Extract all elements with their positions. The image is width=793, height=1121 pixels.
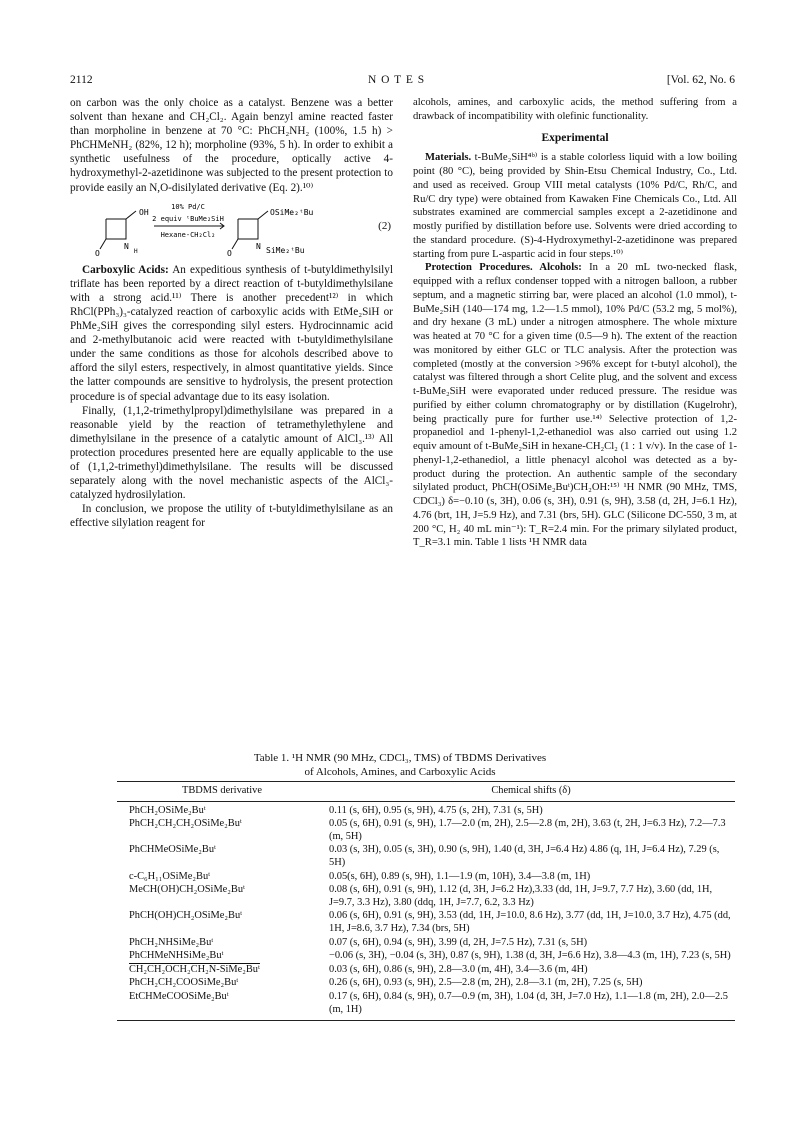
table-row (117, 991, 735, 1021)
left-column (70, 96, 393, 530)
table-header-row (117, 782, 735, 802)
running-header: N O T E S (368, 74, 426, 86)
shifts-cell: 0.17 (s, 6H), 0.84 (s, 9H), 0.7—0.9 (m, 3H), 1.04 (d, 3H, J=7.0 Hz), 1.1—1.8 (m, 2H), 2.0—2.5 (m, 1H) (327, 991, 735, 1021)
equation-2 (70, 199, 393, 257)
equation-number: (2) (378, 219, 391, 232)
table-caption (120, 752, 680, 779)
paragraph-body: An expeditious synthesis of t-butyldimethylsilyl triflate has been reported by a direct reaction of t-butyldimethylsilane with a strong acid.¹¹⁾ There is another precedent¹²⁾ in which RhCl(PPh₃)₃-catalyzed reaction of carboxylic acids with EtMe₂SiH or PhMe₂SiH gives the corresponding silyl esters. Hydrocinnamic acid and 2-methylbutanoic acid were reacted with t-butyldimethylsilane under the same conditions as those for alcohols described above to afford the silyl esters, respectively, in almost quantitative yields. Since the latter compounds are sensitive to hydrolysis, the present protection procedure is of special advantage due to its easy isolation. (70, 263, 393, 403)
azetidinone-scheme (70, 199, 393, 257)
derivative-cell: CH₂CH₂OCH₂CH₂N-SiMe₂Buᵗ (129, 963, 260, 975)
shifts-cell: 0.26 (s, 6H), 0.93 (s, 9H), 2.5—2.8 (m, 2H), 2.8—3.1 (m, 2H), 7.25 (s, 5H) (329, 977, 643, 989)
shifts-cell: 0.11 (s, 6H), 0.95 (s, 9H), 4.75 (s, 2H), 7.31 (s, 5H) (329, 804, 543, 816)
paragraph: alcohols, amines, and carboxylic acids, the method suffering from a drawback of incompatibility with olefinic functionality. (413, 97, 737, 122)
volume-info: [Vol. 62, No. 6 (666, 74, 735, 86)
reagent-mid: 2 equiv ᵗBuMe₂SiH (152, 214, 224, 223)
paragraph (70, 263, 393, 404)
run-in-heading: Materials. (425, 152, 472, 164)
shifts-cell: 0.08 (s, 6H), 0.91 (s, 9H), 1.12 (d, 3H, J=6.2 Hz),3.33 (dd, 1H, J=9.7, 7.7 Hz), 3.60 (dd, 1H, J=9.7, 3.3 Hz), 3.80 (ddq, 1H, J=7.7, 6.2, 3.3 Hz) (329, 884, 713, 908)
column-header-derivative: TBDMS derivative (117, 782, 327, 802)
paragraph-body: t-BuMe₂SiH⁴ᵇ⁾ is a stable colorless liquid with a low boiling point (80 °C), being provided by Shin-Etsu Chemical Industry, Co., Ltd. and used as received. Group VIII metal catalysts (10% Pd/C, Rh/C, and Ru/C dry type) were obtained from Kawaken Fine Chemicals Co., Ltd. All substrates examined are commercial samples except a 2-azetidinone and mostly purified by distillation before use. Solvents were dried according to the standard procedure. (S)-4-Hydroxymethyl-2-azetidinone was prepared starting from pure L-aspartic acid in four steps.¹⁰⁾ (413, 152, 737, 260)
table-row (117, 937, 735, 951)
paragraph (413, 261, 737, 550)
shifts-cell: 0.03 (s, 6H), 0.86 (s, 9H), 2.8—3.0 (m, 4H), 3.4—3.6 (m, 4H) (329, 963, 588, 975)
paragraph: In conclusion, we propose the utility of t-butyldimethylsilane as an effective silylation reagent for (70, 503, 393, 530)
table-row (117, 884, 735, 910)
shifts-cell: 0.05 (s, 6H), 0.91 (s, 9H), 1.7—2.0 (m, 2H), 2.5—2.8 (m, 2H), 3.63 (t, 2H, J=6.3 Hz), 7.2—7.3 (m, 5H) (329, 818, 726, 842)
left-o: O (95, 248, 100, 257)
derivative-cell: PhCH₂CH₂CH₂OSiMe₂Buᵗ (129, 818, 242, 830)
derivative-cell: PhCH₂OSiMe₂Buᵗ (129, 804, 206, 816)
column-header-shifts: Chemical shifts (δ) (327, 782, 735, 802)
derivative-cell: PhCHMeOSiMe₂Buᵗ (129, 844, 217, 856)
shifts-cell: 0.07 (s, 6H), 0.94 (s, 9H), 3.99 (d, 2H, J=7.5 Hz), 7.31 (s, 5H) (329, 936, 588, 948)
paragraph: Finally, (1,1,2-trimethylpropyl)dimethylsilane was prepared in a reasonable yield by the reaction of tetramethylethylene and dimethylsilane in the presence of a catalytic amount of AlCl₃.¹³⁾ All protection procedures presented here are equally applicable to the use of (1,1,2-trimethyl)dimethylsilane. The results will be discussed separately along with the novel mechanistic aspects of the AlCl₃-catalyzed hydrosilylation. (70, 404, 393, 502)
derivative-cell: PhCHMeNHSiMe₂Buᵗ (129, 950, 224, 962)
derivative-cell: PhCH₂NHSiMe₂Buᵗ (129, 936, 214, 948)
shifts-cell: 0.06 (s, 6H), 0.91 (s, 9H), 3.53 (dd, 1H, J=10.0, 8.6 Hz), 3.77 (dd, 1H, J=10.0, 3.7 Hz), 4.75 (dd, 1H, J=8.6, 3.7 Hz), 7.34 (brs, 5H) (329, 910, 731, 934)
nmr-table (117, 781, 735, 1021)
derivative-cell: PhCH₂CH₂COOSiMe₂Buᵗ (129, 977, 239, 989)
shifts-cell: 0.03 (s, 3H), 0.05 (s, 3H), 0.90 (s, 9H), 1.40 (d, 3H, J=6.4 Hz) 4.86 (q, 1H, J=6.4 Hz), 7.29 (s, 5H) (329, 844, 720, 868)
derivative-cell: PhCH(OH)CH₂OSiMe₂Buᵗ (129, 910, 243, 922)
shifts-cell: −0.06 (s, 3H), −0.04 (s, 3H), 0.87 (s, 9H), 1.38 (d, 3H, J=6.6 Hz), 3.8—4.3 (m, 1H), 7.23 (s, 5H) (329, 950, 731, 962)
reagent-top: 10% Pd/C (171, 202, 205, 211)
table-row (117, 871, 735, 885)
shifts-cell: 0.05(s, 6H), 0.89 (s, 9H), 1.1—1.9 (m, 10H), 3.4—3.8 (m, 1H) (329, 870, 591, 882)
table-row (117, 950, 735, 964)
left-h: H (134, 247, 138, 255)
right-column (413, 96, 737, 550)
paragraph: on carbon was the only choice as a catalyst. Benzene was a better solvent than hexane and CH₂Cl₂. Again benzyl amine reacted faster than morpholine in benzene at 70 °C: PhCH₂NH₂ (100%, 1.5 h) > PhCHMeNH₂ (82%, 12 h); morpholine (93%, 5 h). In order to exhibit a synthetic usefulness of the procedure, optically active 4-hydroxymethyl-2-azetidinone was subjected to the present protection to provide easily an N,O-disilylated derivative (Eq. 2).¹⁰⁾ (70, 97, 393, 194)
table-row (117, 818, 735, 844)
left-n: N (124, 241, 129, 251)
derivative-cell: MeCH(OH)CH₂OSiMe₂Buᵗ (129, 884, 246, 896)
table-row (117, 910, 735, 936)
derivative-cell: c-C₆H₁₁OSiMe₂Buᵗ (129, 870, 211, 882)
table-row (117, 801, 735, 818)
derivative-cell: EtCHMeCOOSiMe₂Buᵗ (117, 991, 327, 1021)
table-caption-line2: of Alcohols, Amines, and Carboxylic Acids (304, 765, 496, 778)
reagent-bottom: Hexane-CH₂Cl₂ (160, 230, 216, 239)
page-number: 2112 (70, 74, 93, 86)
left-oh: OH (139, 207, 149, 217)
paragraph (413, 151, 737, 261)
run-in-heading: Carboxylic Acids: (82, 263, 169, 276)
run-in-heading: Protection Procedures. Alcohols: (425, 262, 582, 274)
section-heading: Experimental (541, 131, 609, 144)
paragraph-body: In a 20 mL two-necked flask, equipped with a reflux condenser topped with a nitrogen balloon, a rubber septum, and a magnetic stirring bar, were placed an alcohol (1.0 mmol), t-BuMe₂SiH (140—174 mg, 1.2—1.5 mmol), 10% Pd/C (53.2 mg, 5 mol%), and dry hexane (3 mL) under a nitrogen atmosphere. The whole mixture was heated at 70 °C for a given time (0.5—9 h). The extent of the reaction was monitored by either GLC or TLC analysis. After the protection was completed (mostly at the conversion >96% except for t-butyl alcohol), the catalyst was filtered through a short Celite plug, and the solvent and excess t-BuMe₂SiH were evaporated under reduced pressure. The residue was purified by either column chromatography or by distillation (Kugelrohr), being practically pure for further use.¹⁴⁾ Selective protection of 1,2-propanediol and 1-phenyl-1,2-ethanediol was also carried out using 1.2 equiv amount of t-BuMe₂SiH in hexane-CH₂Cl₂ (1 : 1 v/v). In the case of 1-phenyl-1,2-ethanediol, a little phenacyl alcohol was detected as a by-product during the protection. An authentic sample of the secondary silylated product, PhCH(OSiMe₂Buᵗ)CH₂OH:¹⁵⁾ ¹H NMR (90 MHz, TMS, CDCl₃) δ=−0.10 (s, 3H), 0.06 (s, 3H), 0.91 (s, 9H), 3.58 (d, 2H, J=6.1 Hz), 4.76 (brt, 1H, J=5.9 Hz), and 7.31 (brs, 5H). GLC (Silicone DC-550, 3 m, at 200 °C, H₂ 40 mL min⁻¹): T_R=2.4 min. For the primary silylated product, T_R=3.1 min. Table 1 lists ¹H NMR data (413, 262, 737, 549)
table-row (117, 964, 735, 978)
table-caption-line1: Table 1. ¹H NMR (90 MHz, CDCl₃, TMS) of TBDMS Derivatives (253, 752, 547, 764)
right-o: O (227, 248, 232, 257)
right-n: N (256, 241, 261, 251)
table-row (117, 977, 735, 991)
table-row (117, 844, 735, 870)
right-group: OSiMe₂ᵗBu (270, 207, 314, 217)
right-si: SiMe₂ᵗBu (266, 245, 305, 255)
